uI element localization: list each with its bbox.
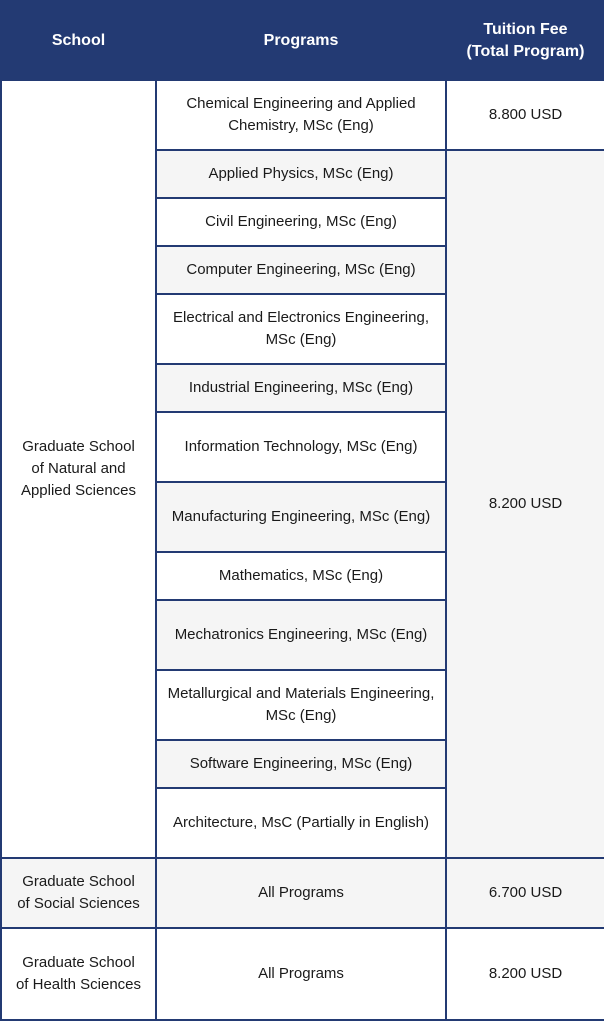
program-cell: Mechatronics Engineering, MSc (Eng) [156,600,446,670]
program-cell: Manufacturing Engineering, MSc (Eng) [156,482,446,552]
fee-cell: 8.800 USD [446,80,604,150]
fee-cell: 6.700 USD [446,858,604,928]
table-row [1,928,604,1020]
program-cell: Civil Engineering, MSc (Eng) [156,198,446,246]
program-cell: Architecture, MsC (Partially in English) [156,788,446,858]
header-tuition-fee [446,1,604,80]
program-cell: Chemical Engineering and Applied Chemistry, MSc (Eng) [156,80,446,150]
header-fee-line2: (Total Program) [466,42,585,60]
program-cell: Software Engineering, MSc (Eng) [156,740,446,788]
table-row [1,80,604,150]
program-cell: Applied Physics, MSc (Eng) [156,150,446,198]
table-header-row [1,1,604,80]
program-cell: Industrial Engineering, MSc (Eng) [156,364,446,412]
program-cell: Information Technology, MSc (Eng) [156,412,446,482]
table-row [1,858,604,928]
fee-cell: 8.200 USD [446,928,604,1020]
fee-cell-shared: 8.200 USD [446,150,604,858]
program-cell: All Programs [156,858,446,928]
header-school: School [1,1,156,80]
program-cell: Computer Engineering, MSc (Eng) [156,246,446,294]
school-health-sciences: Graduate School of Health Sciences [1,928,156,1020]
program-cell: All Programs [156,928,446,1020]
program-cell: Metallurgical and Materials Engineering, MSc (Eng) [156,670,446,740]
school-social-sciences: Graduate School of Social Sciences [1,858,156,928]
program-cell: Electrical and Electronics Engineering, MSc (Eng) [156,294,446,364]
header-programs: Programs [156,1,446,80]
header-fee-line1: Tuition Fee [483,20,568,38]
program-cell: Mathematics, MSc (Eng) [156,552,446,600]
school-natural-sciences: Graduate School of Natural and Applied Sciences [1,80,156,858]
